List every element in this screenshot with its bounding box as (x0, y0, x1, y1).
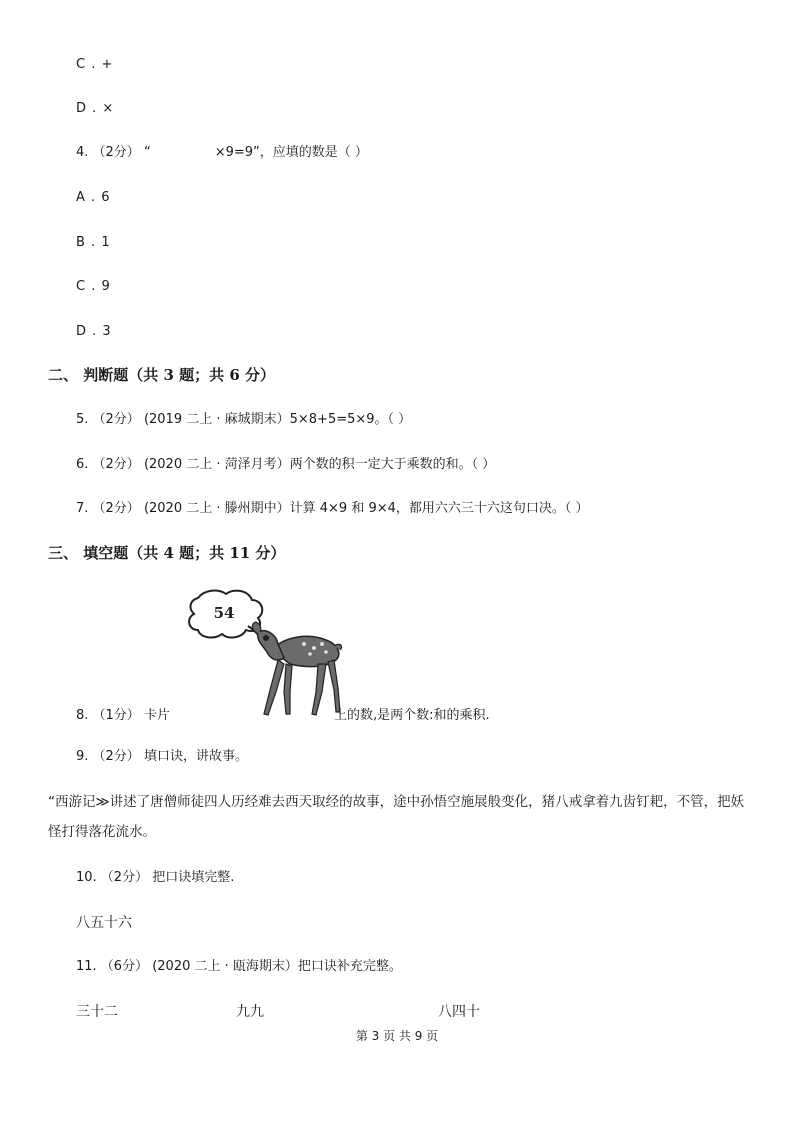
question-11: 11. （6分） (2020 二上 · 瓯海期末）把口诀补充完整。 (76, 959, 402, 974)
card-number: 54 (213, 604, 235, 622)
question-9: 9. （2分） 填口诀，讲故事。 (76, 749, 248, 764)
deer-card-illustration (186, 588, 346, 720)
section-title: 三、 填空题（共 4 题；共 11 分） (48, 544, 286, 562)
option-c: C . + (76, 57, 114, 72)
question-8 (76, 707, 490, 725)
q11-rhyme-2: 九九 (236, 1004, 264, 1020)
section-title: 二、 判断题（共 3 题；共 6 分） (48, 366, 275, 384)
q11-rhyme-1: 三十二 (76, 1004, 118, 1020)
question-4-suffix: ×9=9”，应填的数是（ ） (214, 145, 368, 160)
question-8-suffix: 上的数,是两个数:和的乘积. (333, 708, 490, 723)
question-10: 10. （2分） 把口诀填完整. (76, 870, 235, 885)
option-c: C . 9 (76, 279, 111, 294)
question-4-prefix: 4. （2分） “ (76, 145, 151, 160)
question-5: 5. （2分） (2019 二上 · 麻城期末）5×8+5=5×9。（ ） (76, 412, 412, 427)
deer-leg (328, 660, 340, 712)
question-8-prefix: 8. （1分） 卡片 (76, 708, 170, 723)
page-footer: 第 3 页 共 9 页 (355, 1029, 439, 1043)
question-6: 6. （2分） (2020 二上 · 菏泽月考）两个数的积一定大于乘数的和。（ ） (76, 457, 496, 472)
question-4 (76, 144, 368, 162)
story-paragraph: “西游记≫讲述了唐僧师徒四人历经难去西天取经的故事，途中孙悟空施展般变化，猪八戒拿着九齿钉耙，不管，把妖怪打得落花流水。 (48, 794, 745, 840)
option-a: A . 6 (76, 190, 111, 205)
option-d: D . × (76, 101, 115, 116)
q11-rhyme-3: 八四十 (438, 1004, 480, 1020)
option-d: D . 3 (76, 324, 112, 339)
q10-rhyme: 八五十六 (76, 915, 132, 931)
question-7: 7. （2分） (2020 二上 · 滕州期中）计算 4×9 和 9×4，都用六六三十六这句口决。（ ） (76, 501, 589, 516)
option-b: B . 1 (76, 235, 111, 250)
